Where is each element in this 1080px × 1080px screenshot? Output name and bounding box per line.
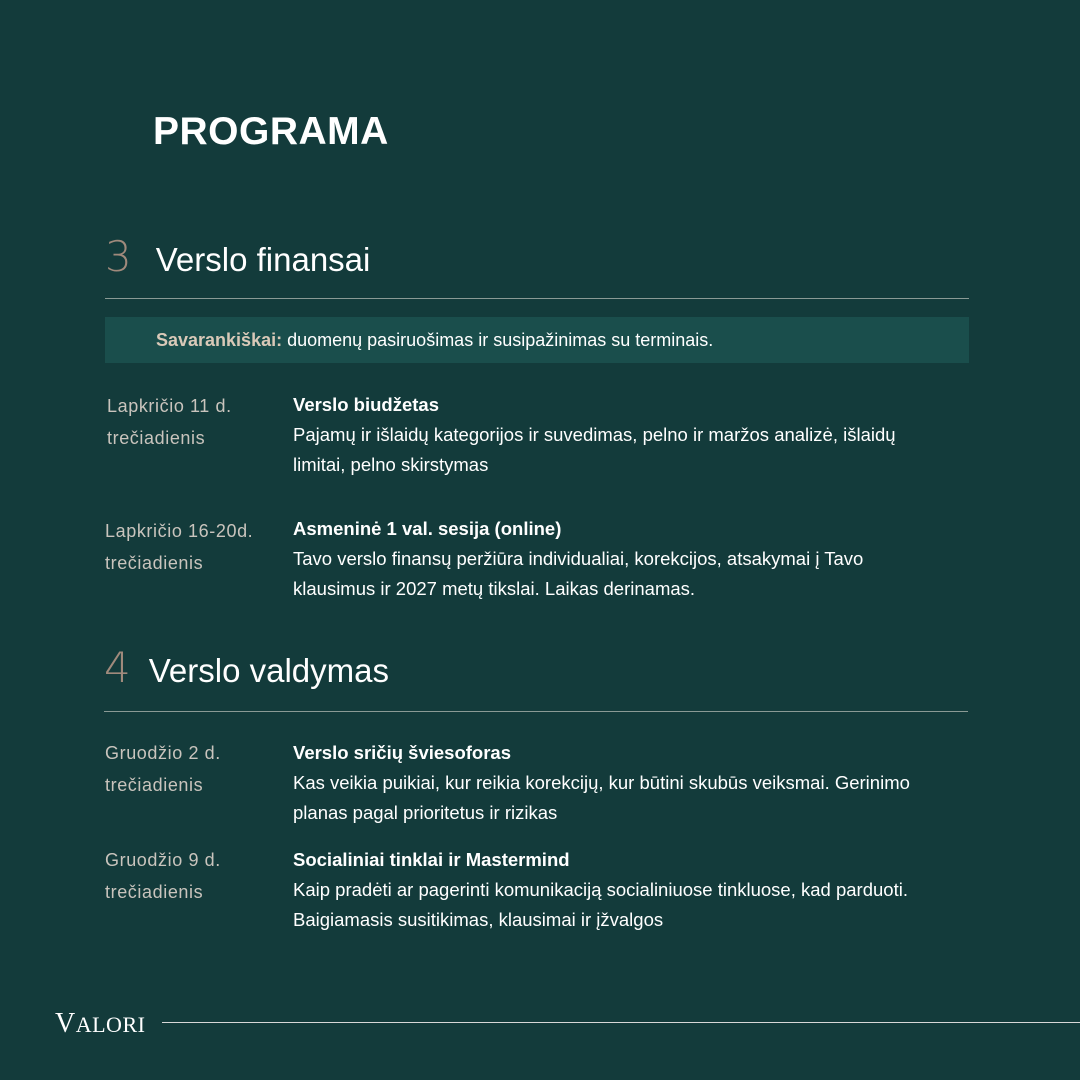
entry-title: Socialiniai tinklai ir Mastermind	[293, 849, 570, 870]
schedule-date: Lapkričio 11 d.	[107, 396, 232, 416]
entry-description-line: Kas veikia puikiai, kur reikia korekcijų, kur būtini skubūs veiksmai. Gerinimo	[293, 772, 910, 793]
schedule-date: Gruodžio 2 d.	[105, 743, 221, 763]
date-block	[105, 515, 253, 579]
schedule-entry	[293, 514, 963, 604]
brand-logo	[55, 1008, 145, 1041]
entry-description-line: limitai, pelno skirstymas	[293, 454, 489, 475]
schedule-weekday: trečiadienis	[105, 882, 204, 902]
brand-initial: V	[55, 1008, 76, 1039]
schedule-entry	[293, 738, 963, 828]
entry-title: Verslo sričių šviesoforas	[293, 742, 512, 763]
date-block	[105, 844, 221, 908]
schedule-date: Lapkričio 16-20d.	[105, 521, 254, 541]
section-header-management	[104, 643, 389, 696]
date-block	[107, 390, 232, 454]
entry-description-line: Tavo verslo finansų peržiūra individualiai, korekcijos, atsakymai į Tavo	[293, 548, 864, 569]
section-title: Verslo finansai	[155, 241, 371, 278]
entry-description-line: Kaip pradėti ar pagerinti komunikaciją socialiniuose tinkluose, kad parduoti.	[293, 879, 908, 900]
schedule-entry	[293, 845, 963, 935]
section-number: 4	[104, 643, 131, 692]
entry-description-line: Baigiamasis susitikimas, klausimai ir įžvalgos	[293, 909, 664, 930]
date-block	[105, 737, 221, 801]
self-study-note	[105, 317, 969, 363]
footer-line	[162, 1022, 1080, 1023]
section-number: 3	[105, 232, 132, 281]
section-divider	[105, 298, 969, 299]
note-label: Savarankiškai:	[156, 330, 283, 350]
entry-description-line: planas pagal prioritetus ir rizikas	[293, 802, 558, 823]
schedule-weekday: trečiadienis	[105, 553, 204, 573]
entry-title: Asmeninė 1 val. sesija (online)	[293, 518, 562, 539]
schedule-entry	[293, 390, 963, 480]
entry-description-line: klausimus ir 2027 metų tikslai. Laikas derinamas.	[293, 578, 696, 599]
entry-description-line: Pajamų ir išlaidų kategorijos ir suvedimas, pelno ir maržos analizė, išlaidų	[293, 424, 896, 445]
entry-title: Verslo biudžetas	[293, 394, 439, 415]
section-divider	[104, 711, 968, 712]
note-text: duomenų pasiruošimas ir susipažinimas su terminais.	[282, 330, 714, 350]
schedule-weekday: trečiadienis	[105, 775, 204, 795]
section-title: Verslo valdymas	[148, 652, 389, 689]
page-title: PROGRAMA	[153, 110, 389, 153]
schedule-weekday: trečiadienis	[107, 428, 206, 448]
section-header-finance	[105, 232, 370, 285]
schedule-date: Gruodžio 9 d.	[105, 850, 221, 870]
brand-rest: ALORI	[75, 1012, 146, 1037]
